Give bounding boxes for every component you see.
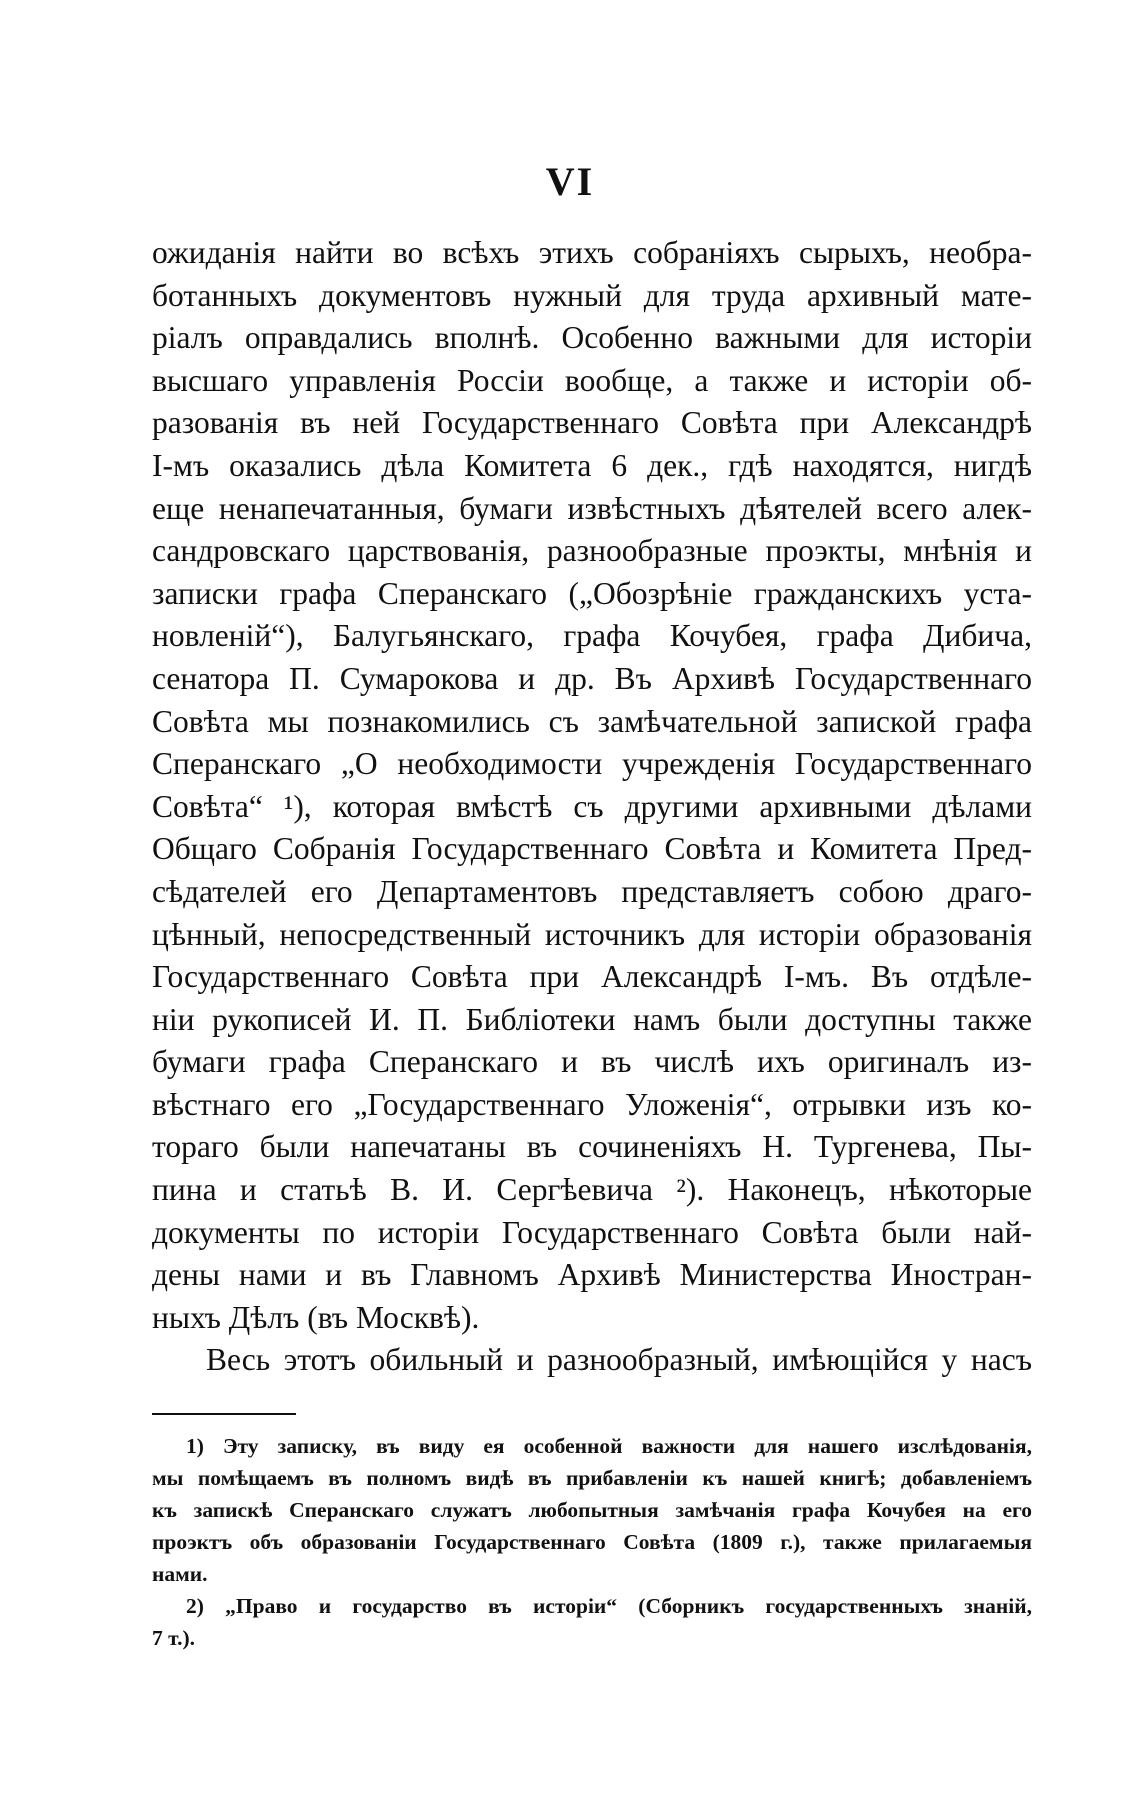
text-line: вѣстнаго его „Государственнаго Уложенія“, отрывки изъ ко-: [152, 1086, 1032, 1122]
text-line: записки графа Сперанскаго („Обозрѣніе гражданскихъ уста-: [152, 575, 1032, 611]
main-paragraph: [152, 232, 1032, 1382]
text-line: ботанныхъ документовъ нужный для труда архивный мате-: [152, 277, 1032, 313]
footnote-line: 2) „Право и государство въ исторіи“ (Сборникъ государственныхъ знаній,: [186, 1594, 1032, 1618]
footnote-line: проэктъ объ образованіи Государственнаго Совѣта (1809 г.), также прилагаемыя: [152, 1530, 1032, 1554]
text-line: пина и статьѣ В. И. Сергѣевича ²). Наконецъ, нѣкоторые: [152, 1172, 1032, 1208]
text-line: І-мъ оказались дѣла Комитета 6 дек., гдѣ находятся, нигдѣ: [152, 447, 1032, 483]
text-line: новленій“), Балугьянскаго, графа Кочубея, графа Дибича,: [152, 618, 1032, 654]
footnote-1: [152, 1430, 1032, 1590]
text-line: разованія въ ней Государственнаго Совѣта при Александрѣ: [152, 405, 1032, 441]
text-line: цѣнный, непосредственный источникъ для исторіи образованія: [152, 916, 1032, 952]
text-line: Совѣта мы познакомились съ замѣчательной запиской графа: [152, 703, 1032, 739]
text-line: сенатора П. Сумарокова и др. Въ Архивѣ Государственнаго: [152, 660, 1032, 696]
closing-line: Весь этотъ обильный и разнообразный, имѣющійся у насъ: [206, 1342, 1032, 1378]
text-line: высшаго управленія Россіи вообще, а также и исторіи об-: [152, 362, 1032, 398]
text-line: ныхъ Дѣлъ (въ Москвѣ).: [152, 1299, 480, 1335]
footnote-2: [152, 1590, 1032, 1654]
footnote-line: 7 т.).: [152, 1626, 195, 1650]
footnote-line: нами.: [152, 1562, 208, 1586]
footnote-line: мы помѣщаемъ въ полномъ видѣ въ прибавленіи къ нашей книгѣ; добавленіемъ: [152, 1466, 1032, 1490]
text-line: тораго были напечатаны въ сочиненіяхъ Н. Тургенева, Пы-: [152, 1129, 1032, 1165]
text-line: Совѣта“ ¹), которая вмѣстѣ съ другими архивными дѣлами: [152, 788, 1032, 824]
text-line: документы по исторіи Государственнаго Совѣта были най-: [152, 1214, 1032, 1250]
text-line: Государственнаго Совѣта при Александрѣ І-мъ. Въ отдѣле-: [152, 959, 1032, 995]
text-line: ріалъ оправдались вполнѣ. Особенно важными для исторіи: [152, 320, 1032, 356]
text-line: еще ненапечатанныя, бумаги извѣстныхъ дѣятелей всего алек-: [152, 490, 1032, 526]
text-line: дены нами и въ Главномъ Архивѣ Министерства Иностран-: [152, 1257, 1032, 1293]
footnote-line: къ запискѣ Сперанскаго служатъ любопытныя замѣчанія графа Кочубея на его: [152, 1498, 1032, 1522]
text-line: Сперанскаго „О необходимости учрежденія Государственнаго: [152, 746, 1032, 782]
footnote-divider: [152, 1413, 296, 1415]
page-number: VI: [545, 159, 595, 204]
footnotes: [152, 1430, 1032, 1654]
text-line: сандровскаго царствованія, разнообразные проэкты, мнѣнія и: [152, 533, 1032, 569]
text-line: сѣдателей его Департаментовъ представляетъ собою драго-: [152, 873, 1032, 909]
text-line: ожиданія найти во всѣхъ этихъ собраніяхъ сырыхъ, необра-: [152, 235, 1032, 270]
footnote-line: 1) Эту записку, въ виду ея особенной важности для нашего изслѣдованія,: [186, 1434, 1032, 1458]
text-line: бумаги графа Сперанскаго и въ числѣ ихъ оригиналъ из-: [152, 1044, 1032, 1080]
text-line: ніи рукописей И. П. Библіотеки намъ были доступны также: [152, 1001, 1032, 1037]
text-line: Общаго Собранія Государственнаго Совѣта и Комитета Пред-: [152, 831, 1032, 867]
